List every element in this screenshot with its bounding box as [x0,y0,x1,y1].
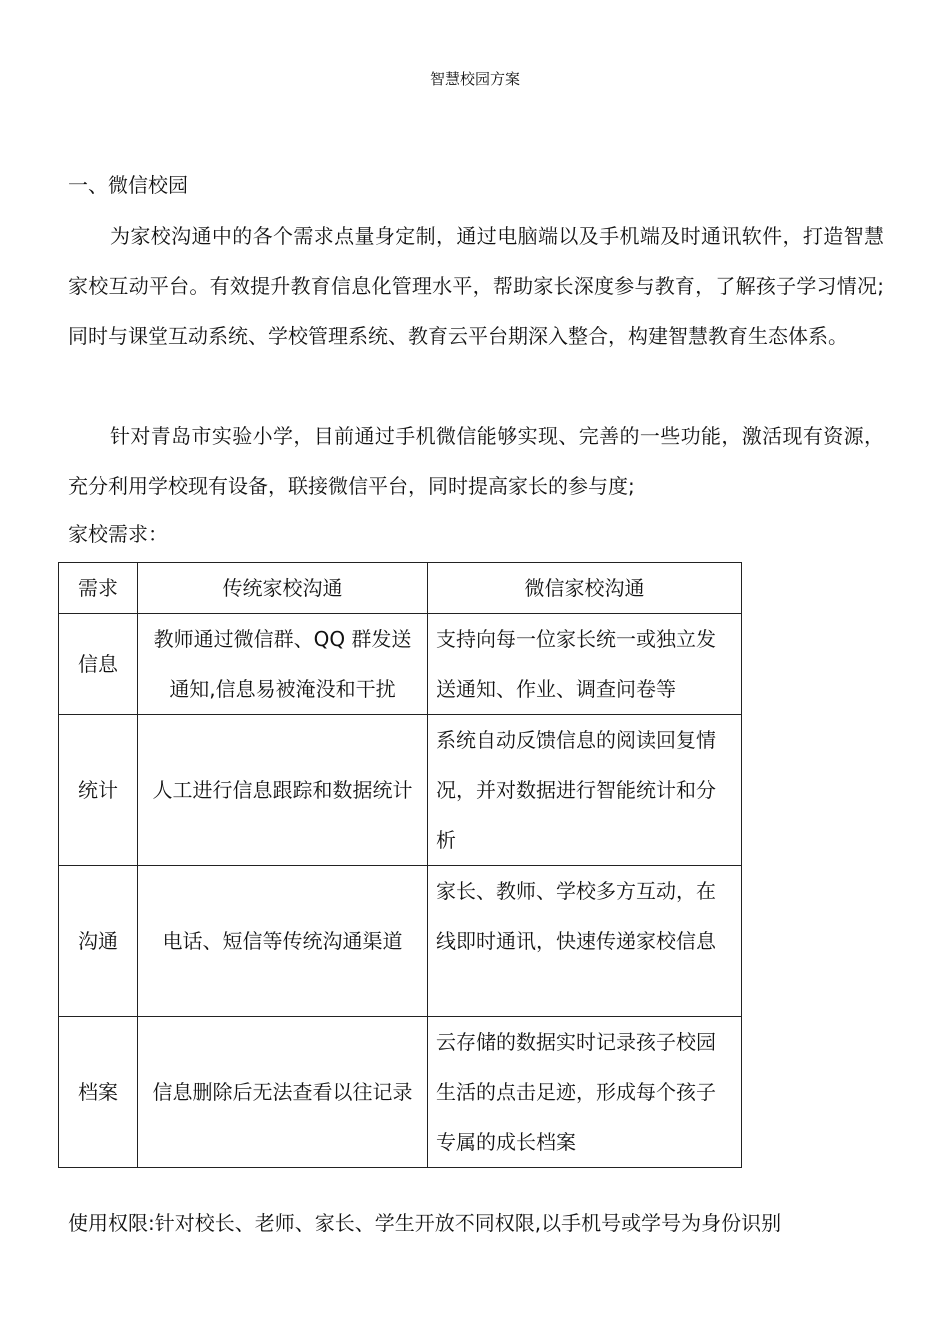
header-need: 需求 [59,563,138,614]
school-paragraph: 针对青岛市实验小学，目前通过手机微信能够实现、完善的一些功能，激活现有资源，充分利用学校现有设备，联接微信平台，同时提高家长的参与度; [68,424,884,498]
wechat-cell: 支持向每一位家长统一或独立发送通知、作业、调查问卷等 [428,614,742,715]
document-title: 智慧校园方案 [429,70,520,88]
header-wechat: 微信家校沟通 [428,563,742,614]
traditional-cell: 教师通过微信群、QQ 群发送通知,信息易被淹没和干扰 [138,614,428,715]
table-row [59,1017,742,1168]
need-cell: 统计 [59,715,138,866]
wechat-cell: 云存储的数据实时记录孩子校园生活的点击足迹，形成每个孩子专属的成长档案 [428,1017,742,1168]
section-heading: 一、微信校园 [68,173,188,197]
traditional-cell: 电话、短信等传统沟通渠道 [138,866,428,1017]
table-header-row [59,563,742,614]
table-row [59,715,742,866]
traditional-cell: 人工进行信息跟踪和数据统计 [138,715,428,866]
wechat-cell: 系统自动反馈信息的阅读回复情况，并对数据进行智能统计和分析 [428,715,742,866]
intro-paragraph: 为家校沟通中的各个需求点量身定制，通过电脑端以及手机端及时通讯软件，打造智慧家校互动平台。有效提升教育信息化管理水平，帮助家长深度参与教育，了解孩子学习情况;同时与课堂互动系统、学校管理系统、教育云平台期深入整合，构建智慧教育生态体系。 [68,224,884,348]
traditional-cell: 信息删除后无法查看以往记录 [138,1017,428,1168]
wechat-cell: 家长、教师、学校多方互动，在线即时通讯，快速传递家校信息 [428,866,742,1017]
table-row [59,614,742,715]
need-cell: 信息 [59,614,138,715]
usage-permission-text: 使用权限:针对校长、老师、家长、学生开放不同权限,以手机号或学号为身份识别 [68,1211,782,1235]
needs-comparison-table [58,562,742,1168]
need-cell: 档案 [59,1017,138,1168]
table-row [59,866,742,1017]
need-cell: 沟通 [59,866,138,1017]
header-traditional: 传统家校沟通 [138,563,428,614]
needs-label: 家校需求： [68,522,168,546]
